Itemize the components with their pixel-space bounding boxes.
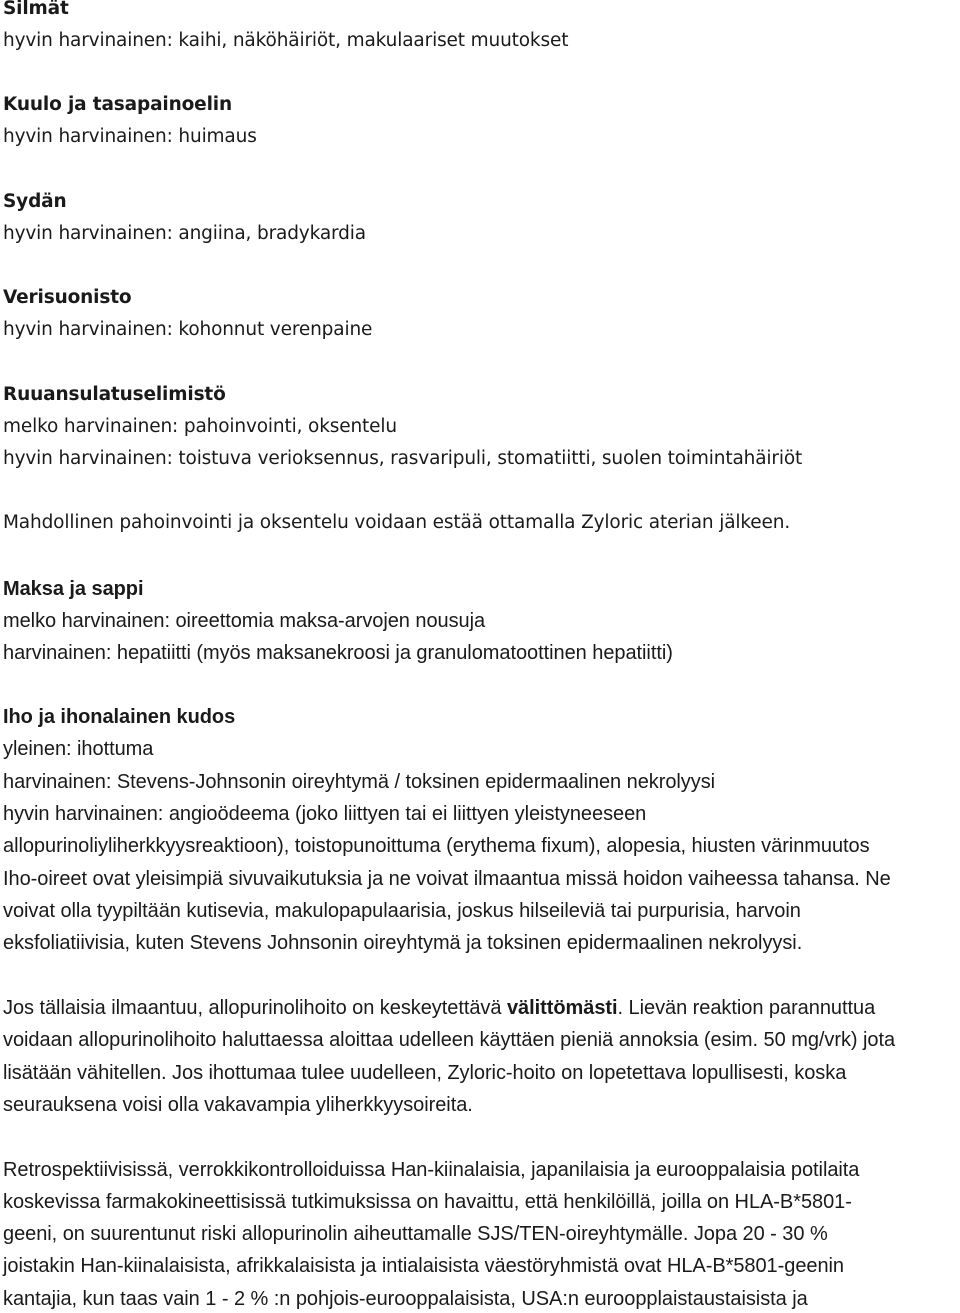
stop-paragraph-line bbox=[3, 998, 875, 1018]
section-heading-heart: Sydän bbox=[3, 191, 67, 212]
liver-line: melko harvinainen: oireettomia maksa-arvojen nousuja bbox=[3, 610, 486, 632]
skin-line: allopurinoliyliherkkyysreaktioon), toistopunoittuma (erythema fixum), alopesia, hiusten värinmuutos bbox=[3, 835, 870, 857]
section-heading-liver: Maksa ja sappi bbox=[3, 578, 144, 600]
retro-paragraph-line: kantajia, kun taas vain 1 - 2 % :n pohjois-eurooppalaisista, USA:n euroopplaistaustaisista ja bbox=[3, 1288, 808, 1310]
gastro-note: Mahdollinen pahoinvointi ja oksentelu voidaan estää ottamalla Zyloric aterian jälkeen. bbox=[3, 512, 791, 533]
skin-line: eksfoliatiivisia, kuten Stevens Johnsonin oireyhtymä ja toksinen epidermaalinen nekrolyysi. bbox=[3, 932, 803, 954]
skin-line: voivat olla tyypiltään kutisevia, makulopapulaarisia, joskus hilseileviä tai purpurisia, harvoin bbox=[3, 900, 801, 922]
retro-paragraph-line: koskevissa farmakokineettisissä tutkimuksissa on havaittu, että henkilöillä, joilla on HLA-B*5801- bbox=[3, 1191, 852, 1213]
section-heading-vascular: Verisuonisto bbox=[3, 287, 132, 308]
skin-line: Iho-oireet ovat yleisimpiä sivuvaikutuksia ja ne voivat ilmaantua missä hoidon vaiheessa tahansa. Ne bbox=[3, 868, 891, 890]
section-heading-skin: Iho ja ihonalainen kudos bbox=[3, 706, 236, 728]
retro-paragraph-line: Retrospektiivisissä, verrokkikontrolloiduissa Han-kiinalaisia, japanilaisia ja eurooppalaisia potilaita bbox=[3, 1159, 860, 1181]
section-heading-eyes: Silmät bbox=[3, 0, 69, 19]
eyes-line: hyvin harvinainen: kaihi, näköhäiriöt, makulaariset muutokset bbox=[3, 30, 569, 51]
stop-paragraph-line: voidaan allopurinolihoito haluttaessa aloittaa udelleen käyttäen pieniä annoksia (esim. 50 mg/vrk) jota bbox=[3, 1029, 896, 1051]
stop-text-emphasis: välittömästi bbox=[506, 997, 618, 1019]
stop-paragraph-line: lisätään vähitellen. Jos ihottumaa tulee uudelleen, Zyloric-hoito on lopetettava lopullisesti, koska bbox=[3, 1062, 847, 1084]
skin-line: harvinainen: Stevens-Johnsonin oireyhtymä / toksinen epidermaalinen nekrolyysi bbox=[3, 771, 716, 793]
skin-line: yleinen: ihottuma bbox=[3, 738, 154, 760]
hearing-line: hyvin harvinainen: huimaus bbox=[3, 126, 257, 147]
retro-paragraph-line: joistakin Han-kiinalaisista, afrikkalaisista ja intialaisista väestöryhmistä ovat HLA-B*5801-geenin bbox=[3, 1255, 844, 1277]
skin-line: hyvin harvinainen: angioödeema (joko liittyen tai ei liittyen yleistyneeseen bbox=[3, 803, 647, 825]
liver-line: harvinainen: hepatiitti (myös maksanekroosi ja granulomatoottinen hepatiitti) bbox=[3, 642, 673, 664]
gastro-line: melko harvinainen: pahoinvointi, oksentelu bbox=[3, 416, 397, 437]
stop-text-post: . Lievän reaktion parannuttua bbox=[617, 997, 876, 1019]
stop-text-pre: Jos tällaisia ilmaantuu, allopurinolihoito on keskeytettävä bbox=[3, 997, 507, 1019]
section-heading-hearing: Kuulo ja tasapainoelin bbox=[3, 94, 232, 115]
gastro-line: hyvin harvinainen: toistuva verioksennus, rasvaripuli, stomatiitti, suolen toimintahäiriöt bbox=[3, 448, 803, 469]
stop-paragraph-line: seurauksena voisi olla vakavampia yliherkkyysoireita. bbox=[3, 1094, 473, 1116]
heart-line: hyvin harvinainen: angiina, bradykardia bbox=[3, 223, 366, 244]
vascular-line: hyvin harvinainen: kohonnut verenpaine bbox=[3, 319, 373, 340]
section-heading-gastro: Ruuansulatuselimistö bbox=[3, 384, 226, 405]
retro-paragraph-line: geeni, on suurentunut riski allopurinolin aiheuttamalle SJS/TEN-oireyhtymälle. Jopa 20 - 30 % bbox=[3, 1223, 828, 1245]
